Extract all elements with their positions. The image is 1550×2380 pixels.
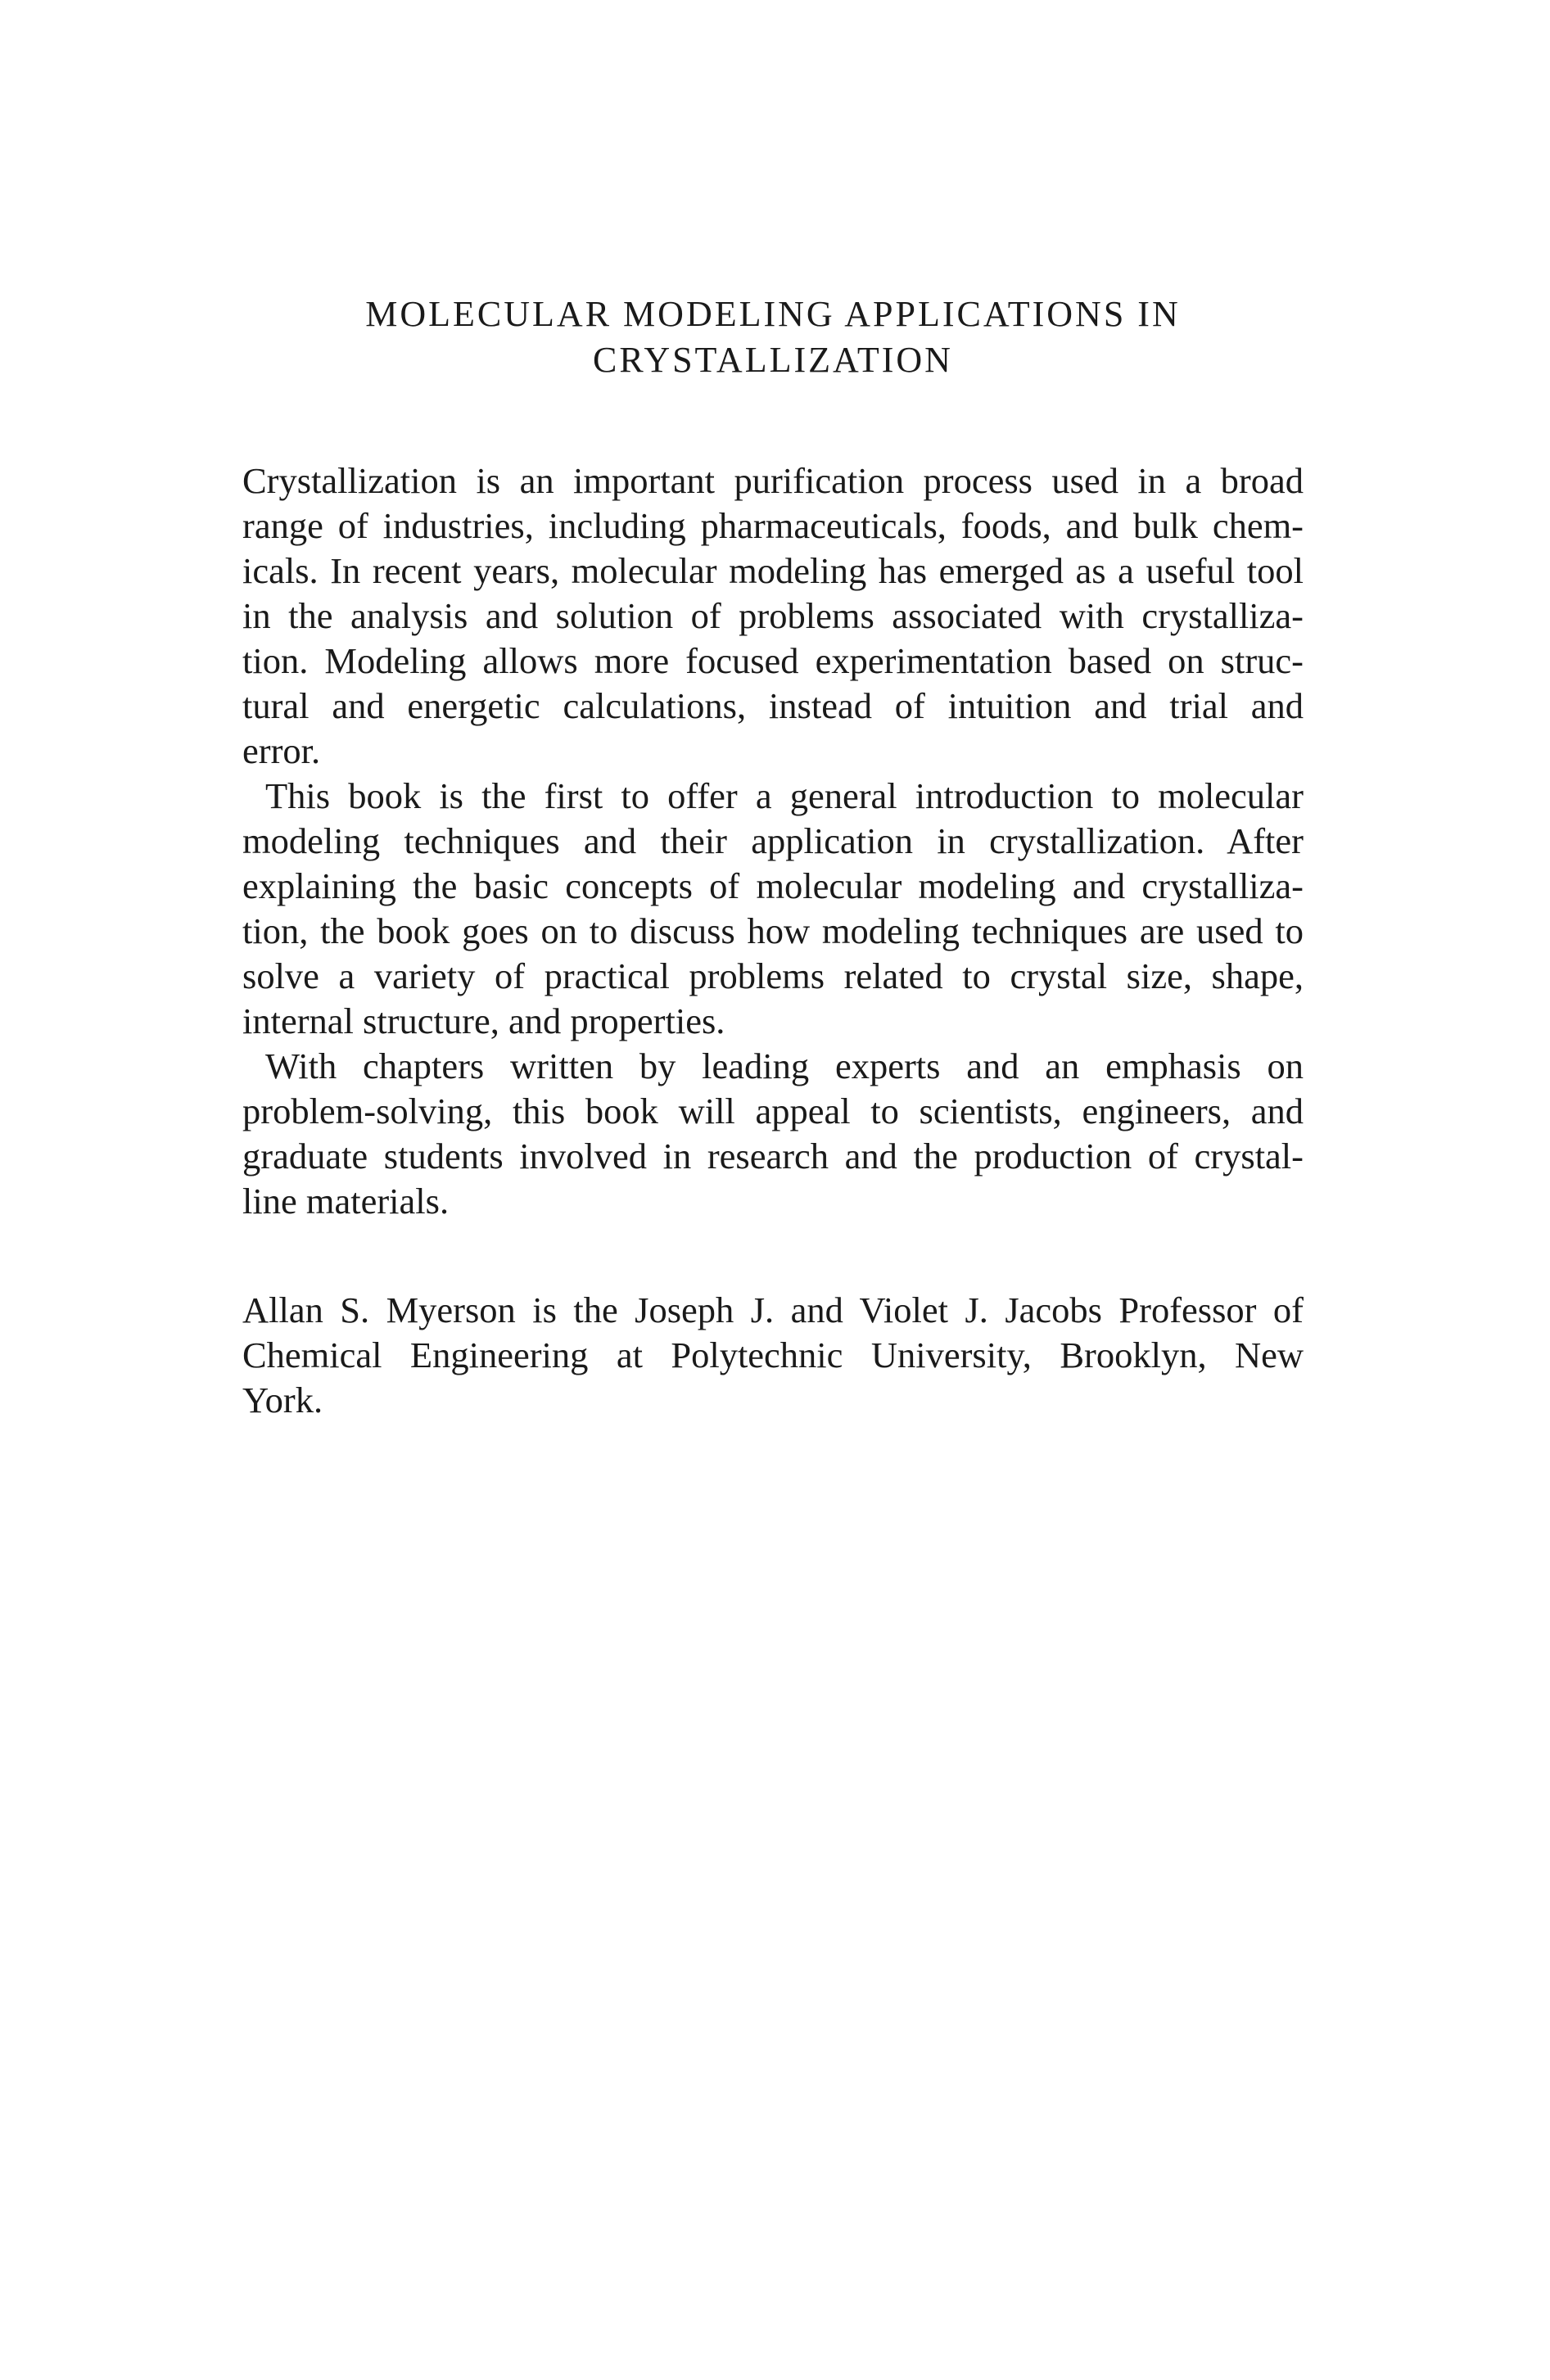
text-line: tion, the book goes on to discuss how modeling techniques are used to	[242, 910, 1304, 951]
text-line: internal structure, and properties.	[242, 1000, 725, 1041]
text-line: solve a variety of practical problems related to crystal size, shape,	[242, 955, 1304, 996]
paragraph-book-overview	[242, 774, 1304, 1044]
text-line: error.	[242, 730, 321, 771]
text-line: Chemical Engineering at Polytechnic University, Brooklyn, New	[242, 1335, 1304, 1375]
title-line-2: CRYSTALLIZATION	[593, 340, 953, 380]
text-line: Crystallization is an important purification process used in a broad	[242, 460, 1304, 501]
paragraph-intro	[242, 458, 1304, 774]
text-line: With chapters written by leading experts and an emphasis on	[265, 1045, 1304, 1086]
text-line: line materials.	[242, 1181, 450, 1222]
text-line: modeling techniques and their application in crystallization. After	[242, 820, 1304, 861]
text-line: tion. Modeling allows more focused experimentation based on struc-	[242, 640, 1304, 681]
text-line: York.	[242, 1380, 323, 1420]
text-line: Allan S. Myerson is the Joseph J. and Violet J. Jacobs Professor of	[242, 1289, 1304, 1330]
author-bio	[242, 1288, 1304, 1423]
text-line: This book is the first to offer a general introduction to molecular	[265, 775, 1304, 816]
text-line: icals. In recent years, molecular modeling has emerged as a useful tool	[242, 550, 1304, 591]
text-line: in the analysis and solution of problems associated with crystalliza-	[242, 595, 1304, 636]
title-line-1: MOLECULAR MODELING APPLICATIONS IN	[365, 294, 1181, 334]
text-line: graduate students involved in research and the production of crystal-	[242, 1136, 1304, 1176]
text-line: problem-solving, this book will appeal to scientists, engineers, and	[242, 1091, 1304, 1131]
text-line: tural and energetic calculations, instead of intuition and trial and	[242, 685, 1304, 726]
paragraph-audience	[242, 1044, 1304, 1224]
text-line: range of industries, including pharmaceuticals, foods, and bulk chem-	[242, 505, 1304, 546]
page-title	[242, 291, 1304, 383]
text-line: explaining the basic concepts of molecular modeling and crystalliza-	[242, 865, 1304, 906]
description-body	[242, 458, 1304, 1224]
